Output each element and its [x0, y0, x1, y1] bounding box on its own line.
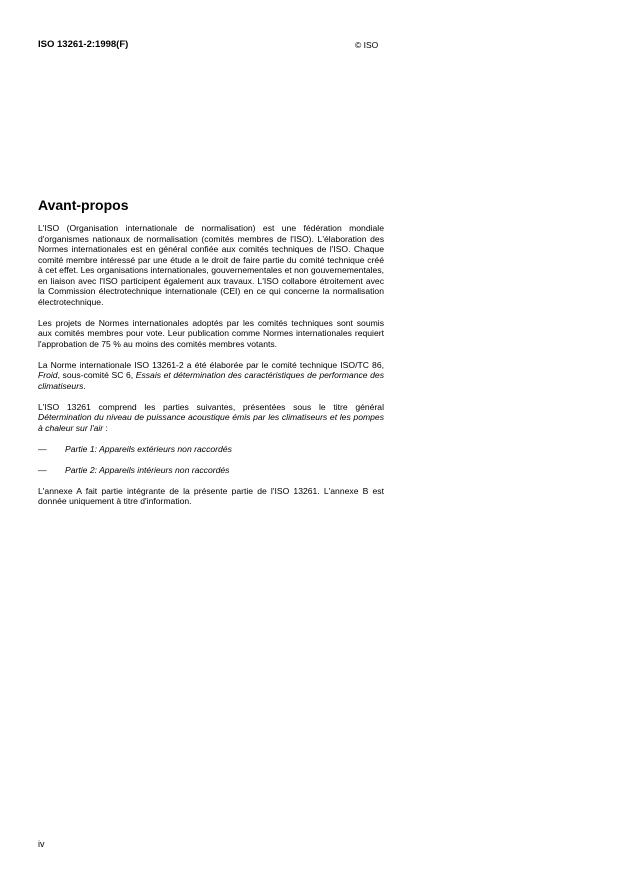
list-item-text: Partie 2: Appareils intérieurs non raccordés: [65, 464, 230, 475]
foreword-body: [38, 223, 384, 507]
subcommittee-title: Essais et détermination des caractéristiques de performance des climatiseurs: [38, 370, 384, 391]
paragraph-voting: Les projets de Normes internationales adoptés par les comités techniques sont soumis aux comités membres pour vote. Leur publication comme Normes internationales requiert l'approbation de 75 % au moins des comités membres votants.: [38, 317, 384, 349]
page-number: iv: [38, 839, 45, 849]
list-item: [38, 444, 384, 455]
dash-bullet: —: [38, 464, 47, 475]
paragraph-iso-description: L'ISO (Organisation internationale de normalisation) est une fédération mondiale d'organismes nationaux de normalisation (comités membres de l'ISO). L'élaboration des Normes internationales est en général confiée aux comités techniques de l'ISO. Chaque comité membre intéressé par une étude a le droit de faire partie du comité technique créé à cet effet. Les organisations internationales, gouvernementales et non gouvernementales, en liaison avec l'ISO participent également aux travaux. L'ISO collabore étroitement avec la Commission électrotechnique internationale (CEI) en ce qui concerne la normalisation électrotechnique.: [38, 223, 384, 307]
paragraph-committee: [38, 360, 384, 392]
list-item: [38, 465, 384, 476]
list-item-text: Partie 1: Appareils extérieurs non raccordés: [65, 443, 232, 454]
paragraph-annexes: L'annexe A fait partie intégrante de la présente partie de l'ISO 13261. L'annexe B est donnée uniquement à titre d'information.: [38, 485, 384, 506]
copyright-notice: © ISO: [355, 40, 379, 50]
standard-id: ISO 13261-2:1998(F): [38, 39, 129, 50]
general-title: Détermination du niveau de puissance acoustique émis par les climatiseurs et les pompes à chaleur sur l'air: [38, 412, 384, 433]
section-title: Avant-propos: [38, 197, 129, 213]
parts-intro-text: L'ISO 13261 comprend les parties suivantes, présentées sous le titre général: [38, 401, 384, 412]
paragraph-parts-intro: [38, 402, 384, 434]
parts-intro-end: :: [103, 422, 108, 433]
committee-text: La Norme internationale ISO 13261-2 a été élaborée par le comité technique ISO/TC 86,: [38, 359, 384, 370]
committee-end: .: [83, 380, 86, 391]
subcommittee-text: , sous-comité SC 6,: [57, 370, 136, 380]
froid-text: Froid: [38, 370, 58, 380]
dash-bullet: —: [38, 443, 47, 454]
